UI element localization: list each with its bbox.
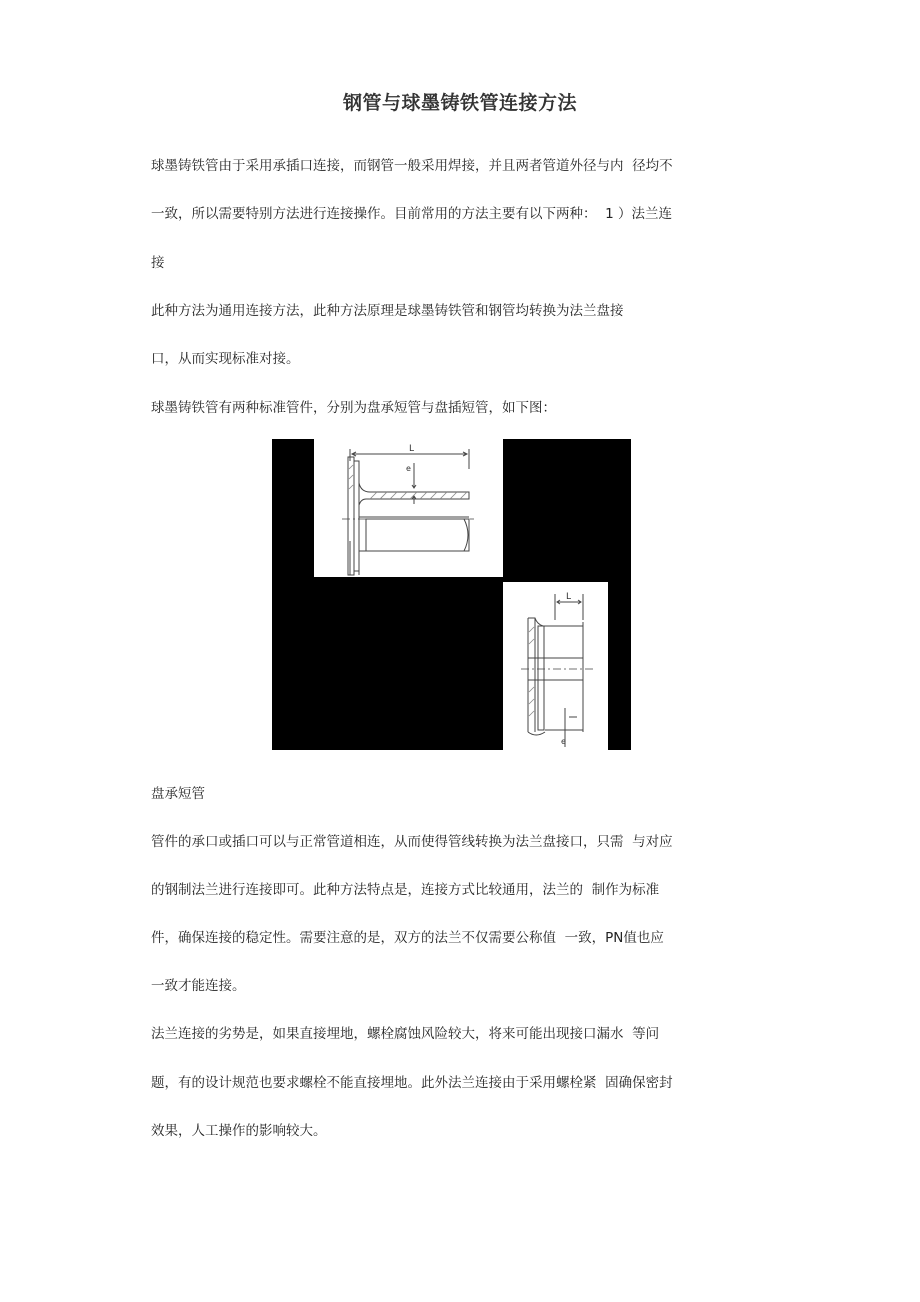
flanged-socket-diagram bbox=[314, 439, 503, 577]
paragraph-line: 的钢制法兰进行连接即可。此种方法特点是，连接方式比较通用，法兰的 制作为标准 bbox=[151, 882, 660, 898]
page-title: 钢管与球墨铸铁管连接方法 bbox=[342, 92, 577, 114]
intro-line: 球墨铸铁管由于采用承插口连接，而钢管一般采用焊接，并且两者管道外径与内 径均不 bbox=[151, 158, 673, 174]
method-line: 球墨铸铁管有两种标准管件，分别为盘承短管与盘插短管，如下图： bbox=[151, 400, 556, 416]
intro-line: 一致，所以需要特别方法进行连接操作。目前常用的方法主要有以下两种： 1 ）法兰连 bbox=[151, 206, 672, 222]
paragraph-line: 效果，人工操作的影响较大。 bbox=[151, 1123, 327, 1139]
flanged-spigot-drawing bbox=[503, 582, 608, 750]
bottom-dimension-label: L bbox=[566, 592, 572, 602]
pipe-fittings-figure bbox=[272, 439, 631, 750]
paragraph-line: 件，确保连接的稳定性。需要注意的是，双方的法兰不仅需要公称值 一致，PN值也应 bbox=[151, 930, 664, 946]
method-line: 口，从而实现标准对接。 bbox=[151, 351, 300, 367]
paragraph-line: 管件的承口或插口可以与正常管道相连，从而使得管线转换为法兰盘接口，只需 与对应 bbox=[151, 834, 673, 850]
method-line: 此种方法为通用连接方法，此种方法原理是球墨铸铁管和钢管均转换为法兰盘接 bbox=[151, 303, 624, 319]
top-thickness-label: e bbox=[406, 464, 411, 473]
top-dimension-label: L bbox=[409, 444, 415, 454]
intro-line: 接 bbox=[151, 255, 165, 271]
figure-caption: 盘承短管 bbox=[151, 786, 205, 802]
paragraph-line: 一致才能连接。 bbox=[151, 978, 246, 994]
paragraph-line: 题，有的设计规范也要求螺栓不能直接埋地。此外法兰连接由于采用螺栓紧 固确保密封 bbox=[151, 1075, 673, 1091]
paragraph-line: 法兰连接的劣势是，如果直接埋地，螺栓腐蚀风险较大，将来可能出现接口漏水 等问 bbox=[151, 1026, 660, 1042]
bottom-thickness-label: e bbox=[561, 737, 566, 746]
flanged-spigot-diagram bbox=[503, 582, 608, 750]
flanged-socket-drawing bbox=[314, 439, 503, 577]
